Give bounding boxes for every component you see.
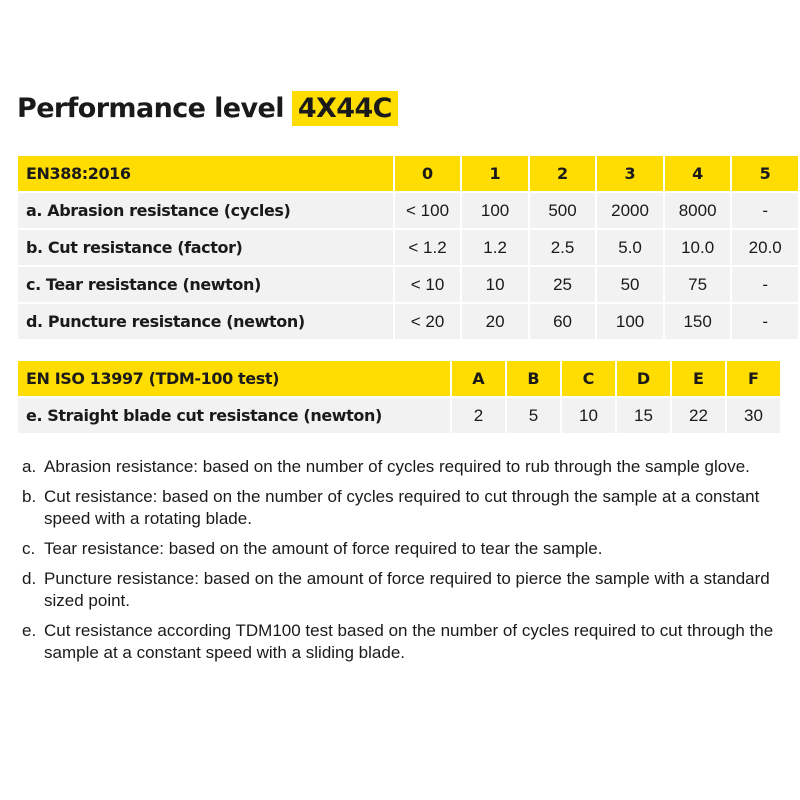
- table-cell: 22: [672, 398, 725, 433]
- header-level: 1: [462, 156, 527, 191]
- en388-table: [16, 154, 800, 341]
- table-row: [18, 304, 798, 339]
- header-level: D: [617, 361, 670, 396]
- table-cell: 1.2: [462, 230, 527, 265]
- header-level: 4: [665, 156, 731, 191]
- note-text: Tear resistance: based on the amount of force required to tear the sample.: [44, 539, 603, 558]
- note-letter: a.: [22, 457, 37, 476]
- table-cell: < 1.2: [395, 230, 461, 265]
- row-label: e. Straight blade cut resistance (newton): [18, 398, 450, 433]
- page-title: [17, 88, 398, 128]
- list-item: [22, 568, 792, 612]
- note-text: Cut resistance: based on the number of cycles required to cut through the sample at a constant speed with a rotating blade.: [44, 487, 760, 528]
- header-level: 0: [395, 156, 461, 191]
- table-cell: 100: [462, 193, 527, 228]
- table-cell: 20: [462, 304, 527, 339]
- notes-list: [22, 456, 792, 672]
- row-label: c. Tear resistance (newton): [18, 267, 393, 302]
- list-item: [22, 486, 792, 530]
- header-level: 3: [597, 156, 663, 191]
- table-cell: 75: [665, 267, 731, 302]
- header-level: 2: [530, 156, 595, 191]
- table-cell: 5.0: [597, 230, 663, 265]
- table-cell: 2: [452, 398, 505, 433]
- table-cell: < 20: [395, 304, 461, 339]
- table-cell: 60: [530, 304, 595, 339]
- table-cell: 2.5: [530, 230, 595, 265]
- table-row: [18, 230, 798, 265]
- table-cell: 10.0: [665, 230, 731, 265]
- note-letter: c.: [22, 539, 36, 558]
- note-letter: b.: [22, 487, 37, 506]
- note-letter: d.: [22, 569, 37, 588]
- row-label: b. Cut resistance (factor): [18, 230, 393, 265]
- table-header-row: [18, 361, 780, 396]
- table-row: [18, 193, 798, 228]
- list-item: [22, 620, 792, 664]
- en-iso-13997-table: [16, 359, 782, 435]
- table-cell: 100: [597, 304, 663, 339]
- list-item: [22, 538, 792, 560]
- table-cell: < 10: [395, 267, 461, 302]
- table-cell: 5: [507, 398, 560, 433]
- table-cell: -: [732, 193, 798, 228]
- header-label: EN388:2016: [18, 156, 393, 191]
- title-prefix: Performance level: [17, 92, 284, 124]
- table-row: [18, 267, 798, 302]
- table-cell: < 100: [395, 193, 461, 228]
- table-cell: 2000: [597, 193, 663, 228]
- table-cell: 50: [597, 267, 663, 302]
- table-cell: 150: [665, 304, 731, 339]
- table-row: [18, 398, 780, 433]
- header-level: 5: [732, 156, 798, 191]
- header-level: E: [672, 361, 725, 396]
- table-cell: 30: [727, 398, 780, 433]
- list-item: [22, 456, 792, 478]
- note-letter: e.: [22, 621, 37, 640]
- table-cell: 10: [562, 398, 615, 433]
- note-text: Abrasion resistance: based on the number of cycles required to rub through the sample glove.: [44, 457, 750, 476]
- header-level: F: [727, 361, 780, 396]
- table-cell: 500: [530, 193, 595, 228]
- table-cell: 20.0: [732, 230, 798, 265]
- table-cell: 25: [530, 267, 595, 302]
- table-cell: 8000: [665, 193, 731, 228]
- table-cell: 10: [462, 267, 527, 302]
- note-text: Cut resistance according TDM100 test based on the number of cycles required to cut through the sample at a constant speed with a sliding blade.: [44, 621, 774, 662]
- table-cell: -: [732, 304, 798, 339]
- header-label: EN ISO 13997 (TDM-100 test): [18, 361, 450, 396]
- table-cell: -: [732, 267, 798, 302]
- header-level: C: [562, 361, 615, 396]
- header-level: A: [452, 361, 505, 396]
- note-text: Puncture resistance: based on the amount of force required to pierce the sample with a standard sized point.: [44, 569, 770, 610]
- row-label: d. Puncture resistance (newton): [18, 304, 393, 339]
- table-header-row: [18, 156, 798, 191]
- header-level: B: [507, 361, 560, 396]
- row-label: a. Abrasion resistance (cycles): [18, 193, 393, 228]
- performance-code-badge: 4X44C: [292, 91, 398, 126]
- table-cell: 15: [617, 398, 670, 433]
